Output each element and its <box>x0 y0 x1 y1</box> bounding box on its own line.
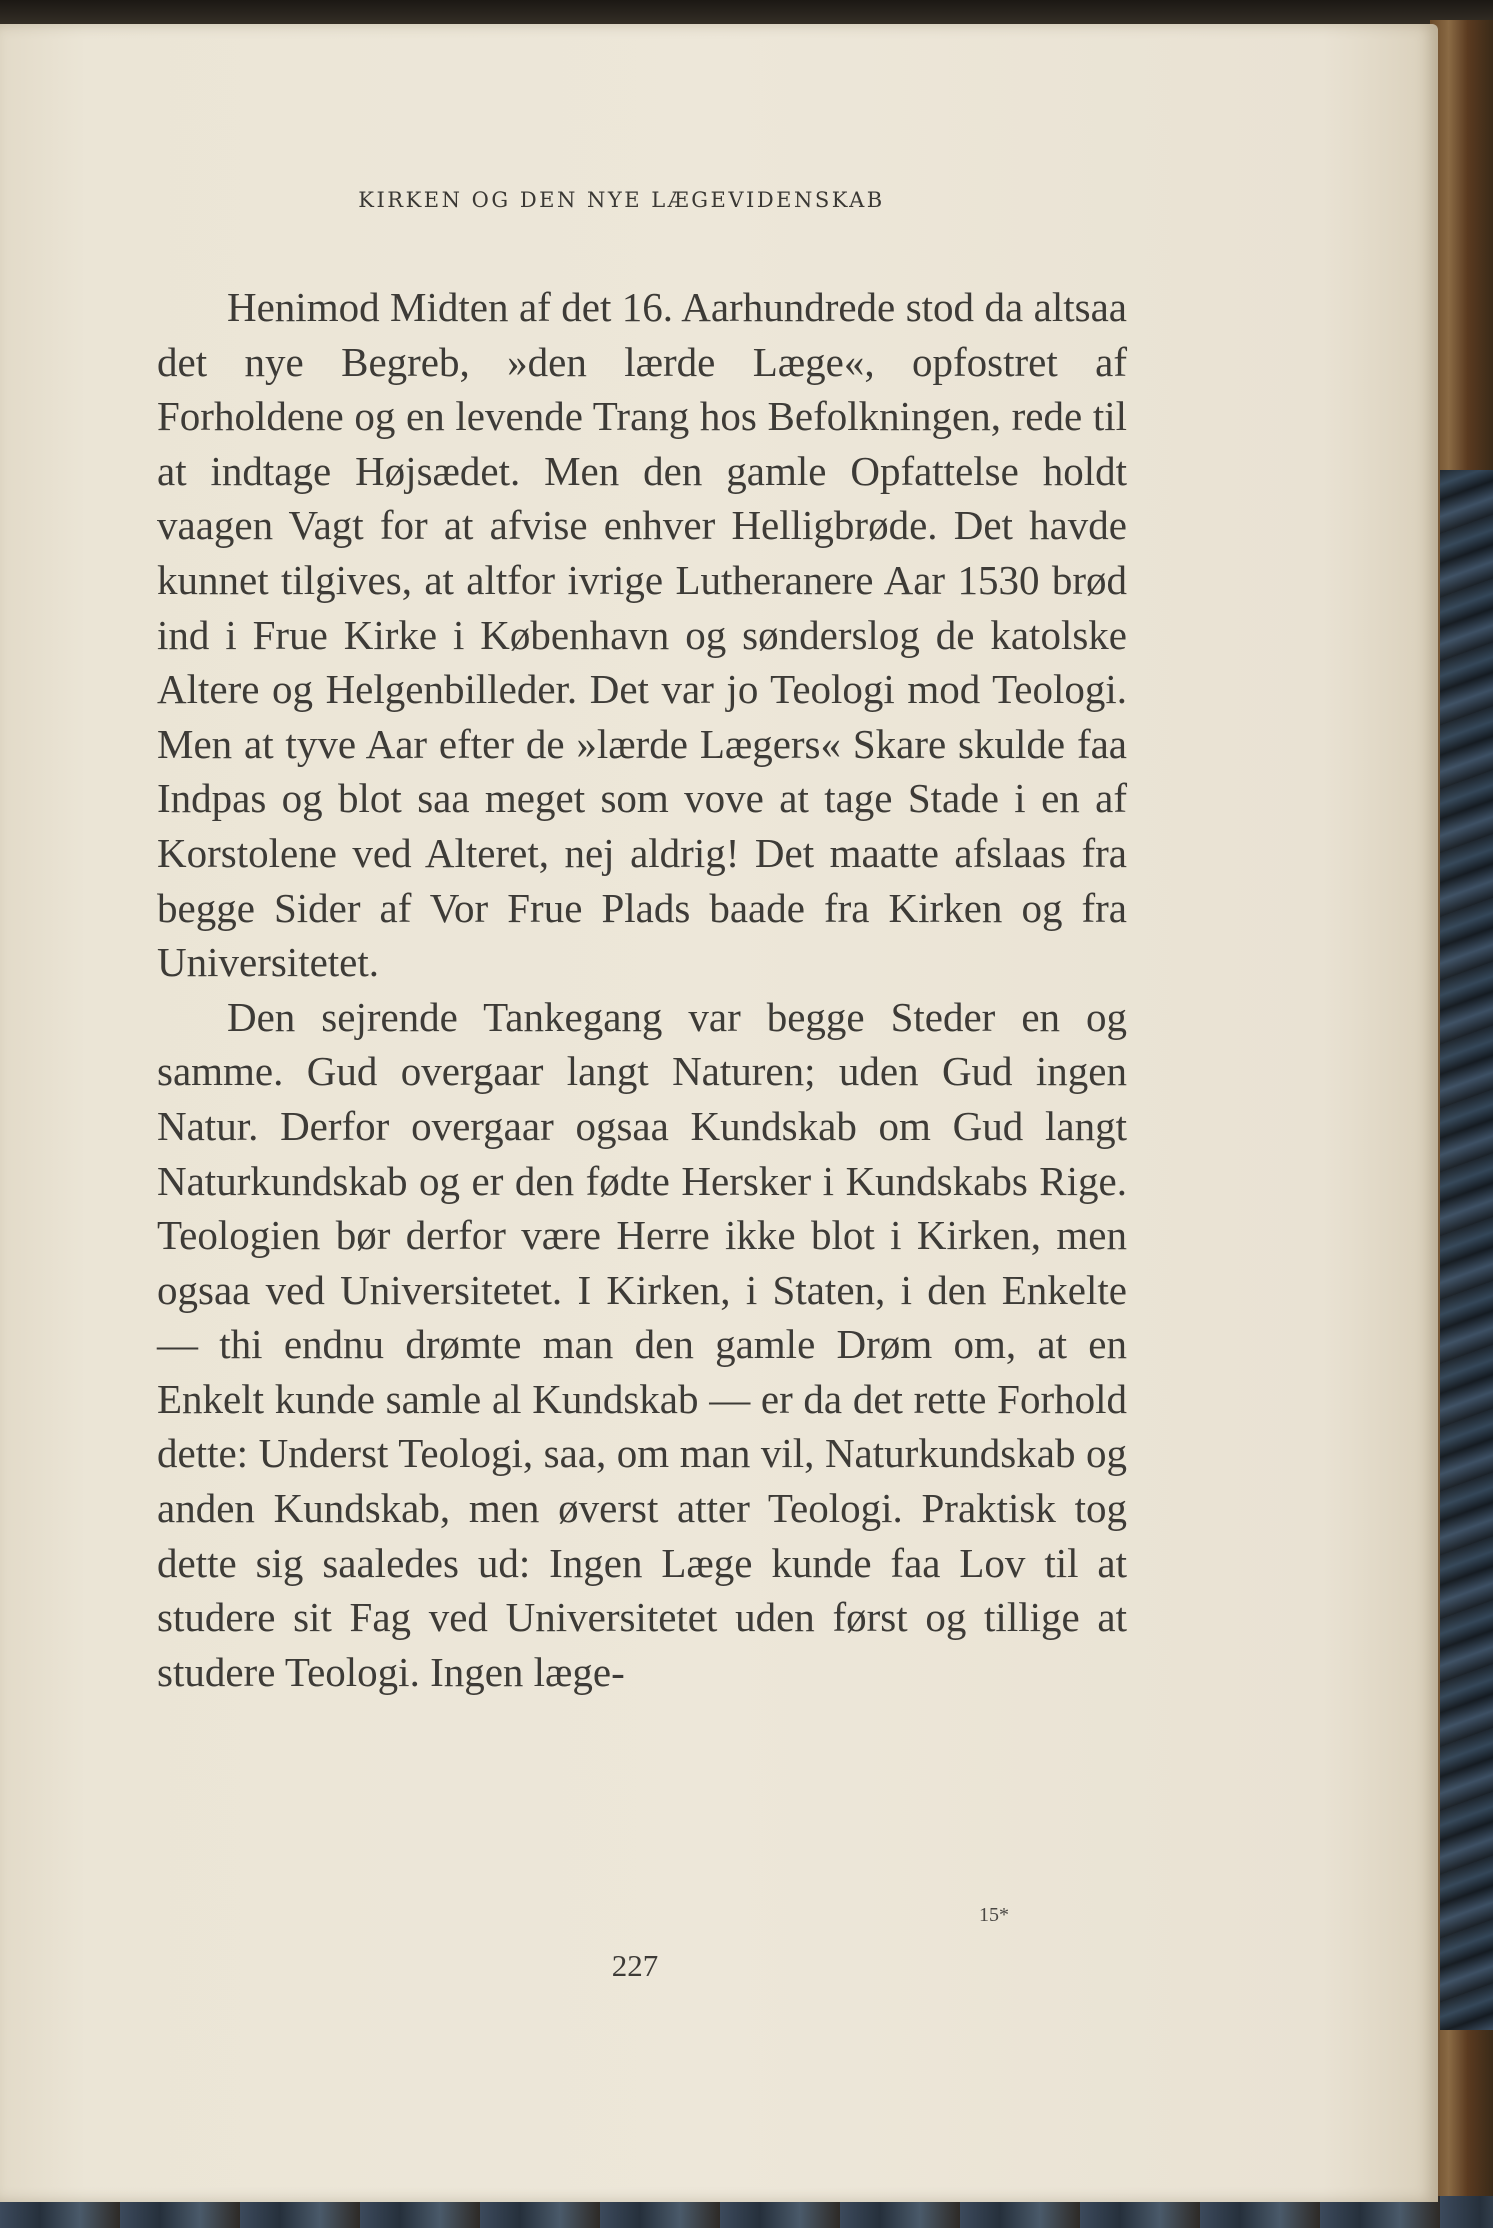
marbled-endpaper <box>1440 470 1493 2030</box>
page <box>0 24 1438 2202</box>
signature-mark: 15* <box>979 1904 1009 1926</box>
paragraph-2: Den sejrende Tankegang var begge Steder en og samme. Gud overgaar langt Naturen; uden Gud ingen Natur. Derfor overgaar ogsaa Kundskab om Gud langt Naturkundskab og er den fødte Hersker i Kundskabs Rige. Teologien bør derfor være Herre ikke blot i Kirken, men ogsaa ved Universitetet. I Kirken, i Staten, i den Enkelte — thi endnu drømte man den gamle Drøm om, at en Enkelt kunde samle al Kundskab — er da det rette Forhold dette: Underst Teologi, saa, om man vil, Naturkundskab og anden Kundskab, men øverst atter Teologi. Praktisk tog dette sig saaledes ud: Ingen Læge kunde faa Lov til at studere sit Fag ved Universitetet uden først og tillige at studere Teologi. Ingen læge- <box>157 993 1127 1695</box>
page-number: 227 <box>611 1948 659 1983</box>
running-head: KIRKEN OG DEN NYE LÆGEVIDENSKAB <box>358 188 885 212</box>
body-text <box>157 280 1127 1699</box>
paragraph-1: Henimod Midten af det 16. Aarhundrede stod da altsaa det nye Begreb, »den lærde Læge«, opfostret af Forholdene og en levende Trang hos Befolkningen, rede til at indtage Højsædet. Men den gamle Opfattelse holdt vaagen Vagt for at afvise enhver Helligbrøde. Det havde kunnet tilgives, at altfor ivrige Lutheranere Aar 1530 brød ind i Frue Kirke i København og sønderslog de katolske Altere og Helgenbilleder. Det var jo Teologi mod Teologi. Men at tyve Aar efter de »lærde Lægers« Skare skulde faa Indpas og blot saa meget som vove at tage Stade i en af Korstolene ved Alteret, nej aldrig! Det maatte afslaas fra begge Sider af Vor Frue Plads baade fra Kirken og fra Universitetet. <box>157 284 1127 986</box>
